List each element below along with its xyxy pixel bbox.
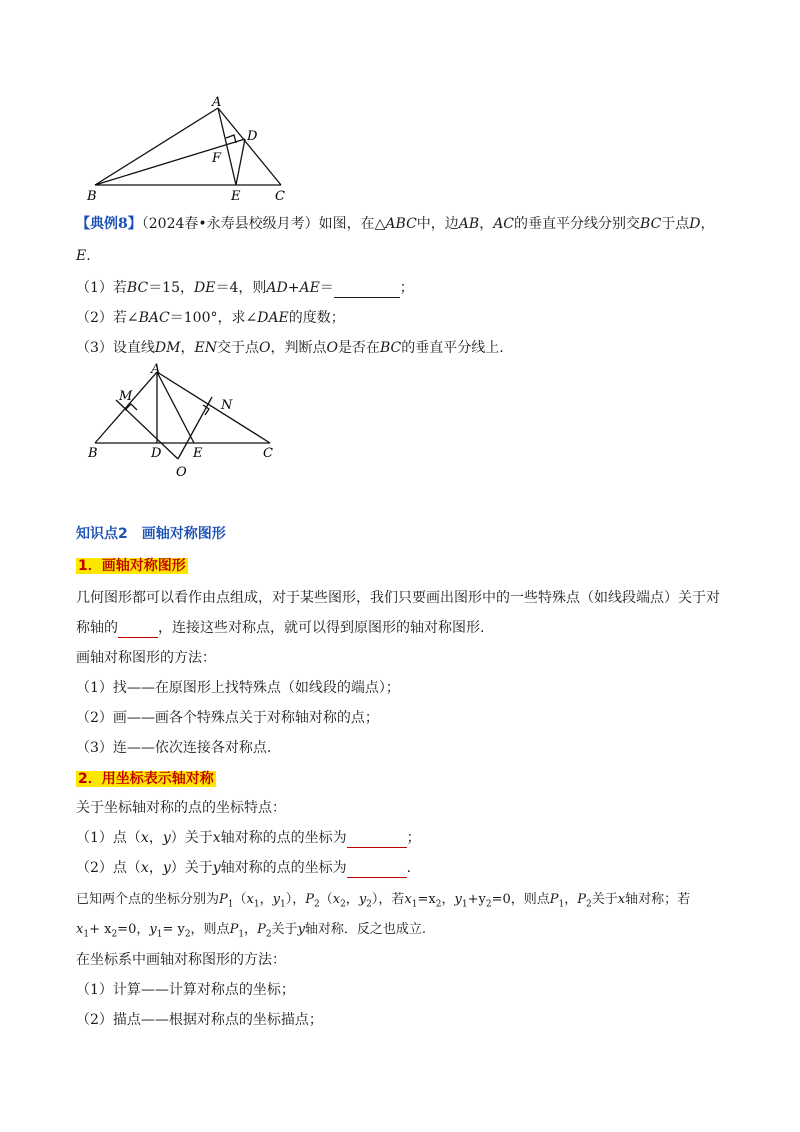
text-fragment: P (305, 892, 314, 907)
text-fragment: ， (259, 892, 273, 907)
text-fragment: 2 (313, 899, 320, 910)
fig2-label-C: C (263, 446, 273, 461)
text-fragment: . (86, 248, 91, 264)
text-fragment: ， (148, 860, 163, 876)
text-fragment: y (212, 860, 221, 876)
text-fragment: y (454, 892, 462, 907)
text-fragment: ， (479, 216, 494, 232)
text-fragment: BC (379, 340, 402, 356)
text-fragment: 1 (461, 899, 468, 910)
text-fragment: （ (233, 892, 247, 907)
text-fragment: ； (399, 280, 414, 296)
example-tag: 【典例8】 (76, 216, 142, 232)
text-fragment: 2 (111, 929, 118, 940)
text-fragment: 1 (411, 899, 418, 910)
text-fragment: P (257, 922, 266, 937)
text-fragment: 知识点2 画轴对称图形 (76, 526, 226, 542)
text-fragment: 2 (366, 899, 372, 910)
text-fragment: 画轴对称图形的方法： (76, 650, 216, 666)
text-fragment: ）， (285, 892, 306, 907)
text-fragment: P (549, 892, 559, 907)
text-fragment: P (229, 922, 239, 937)
text-fragment: x (404, 892, 412, 907)
fig1-label-E: E (231, 189, 241, 204)
text-fragment: 的垂直平分线分别交 (514, 216, 641, 232)
text-fragment: y (272, 892, 280, 907)
fig2-label-N: N (221, 398, 233, 413)
method-step-3 (76, 738, 271, 758)
fill-blank[interactable] (347, 861, 407, 878)
symmetry-condition-2 (76, 920, 426, 945)
text-fragment: 关于坐标轴对称的点的坐标特点： (76, 800, 286, 816)
question-3 (76, 338, 504, 358)
text-fragment: . (406, 860, 412, 876)
text-fragment: BC (126, 280, 149, 296)
text-fragment: 轴对称的点的坐标为 (220, 830, 347, 846)
subsection-2-title (76, 769, 216, 789)
text-fragment: ＝ (319, 280, 334, 296)
draw-step-1 (76, 980, 295, 1000)
text-fragment: 1 (227, 899, 234, 910)
text-fragment: ）关于 (170, 860, 213, 876)
text-fragment: BAC (138, 310, 170, 326)
text-fragment: 1 (253, 899, 260, 910)
answer-blank[interactable] (334, 281, 400, 298)
text-fragment: ）关于 (170, 830, 213, 846)
text-fragment: 2 (435, 899, 442, 910)
text-fragment: ，判断点 (270, 340, 327, 356)
text-fragment: 在坐标系中画轴对称图形的方法： (76, 952, 286, 968)
text-fragment: （1）若 (76, 280, 127, 296)
text-fragment: （2）描点——根据对称点的坐标描点； (76, 1012, 323, 1028)
text-fragment: DAE (257, 310, 289, 326)
fig2-label-A: A (151, 362, 161, 377)
text-fragment: （1）找——在原图形上找特殊点（如线段的端点）； (76, 680, 400, 696)
text-fragment: =0，则点 (491, 892, 550, 907)
text-fragment: 1 (83, 929, 90, 940)
text-fragment: 2 (265, 929, 272, 940)
text-fragment: E (76, 248, 87, 264)
example-8-intro (76, 214, 715, 234)
text-fragment: 2．用坐标表示轴对称 (78, 771, 214, 787)
text-fragment: x (246, 892, 254, 907)
text-fragment: （2024春•永寿县校级月考）如图，在△ (141, 216, 386, 232)
text-fragment: AB (458, 216, 480, 232)
text-fragment: EN (194, 340, 217, 356)
text-fragment: 2 (184, 929, 191, 940)
fig2-label-B: B (88, 446, 98, 461)
text-fragment: AD+AE (266, 280, 320, 296)
text-fragment: ， (180, 340, 195, 356)
question-1 (76, 278, 414, 298)
fig2-label-O: O (176, 465, 187, 480)
text-fragment: （2）若∠ (76, 310, 139, 326)
text-fragment: 的度数； (288, 310, 345, 326)
fill-blank[interactable] (347, 831, 407, 848)
text-fragment: 1 (279, 899, 286, 910)
text-fragment: ， (564, 892, 578, 907)
subsection-1-title (76, 556, 188, 576)
text-fragment: 交于点 (216, 340, 259, 356)
text-fragment: （2）点（ (76, 860, 141, 876)
text-fragment: y (149, 922, 157, 937)
text-fragment: + x (89, 922, 112, 937)
text-fragment: O (258, 340, 271, 356)
text-fragment: ， (148, 830, 163, 846)
fig1-label-A: A (212, 95, 222, 110)
text-fragment: BC (640, 216, 662, 232)
text-fragment: （1）点（ (76, 830, 141, 846)
text-fragment: O (326, 340, 338, 356)
text-fragment: y (358, 892, 367, 907)
text-fragment: ＝100°，求∠ (169, 310, 258, 326)
text-fragment: ， (244, 922, 258, 937)
text-fragment: = y (162, 922, 185, 937)
text-fragment: x (140, 830, 149, 846)
text-fragment: x (76, 922, 84, 937)
text-fragment: 称轴的 (76, 620, 118, 636)
symmetry-condition-1 (76, 890, 690, 915)
text-fragment: 1．画轴对称图形 (78, 558, 186, 574)
text-fragment: 于点 (661, 216, 690, 232)
text-fragment: =x (417, 892, 436, 907)
text-fragment: ＝4，则 (215, 280, 267, 296)
text-fragment: 1 (156, 929, 163, 940)
text-fragment: ），若 (371, 892, 405, 907)
text-fragment: 2 (585, 899, 592, 910)
text-fragment: y (162, 830, 171, 846)
text-fragment: 2 (340, 899, 346, 910)
paragraph-1 (76, 588, 720, 608)
text-fragment: （3）设直线 (76, 340, 155, 356)
figure-2-triangle (85, 360, 285, 485)
text-fragment: DE (194, 280, 216, 296)
draw-step-2 (76, 1010, 323, 1030)
text-fragment: （2）画——画各个特殊点关于对称轴对称的点； (76, 710, 379, 726)
text-fragment: AC (493, 216, 515, 232)
section-heading (76, 524, 226, 544)
text-fragment: x (212, 830, 221, 846)
text-fragment: 轴对称．反之也成立. (304, 922, 427, 937)
fig1-label-F: F (212, 151, 222, 166)
text-fragment: 轴对称的点的坐标为 (220, 860, 347, 876)
text-fragment: 中，边 (416, 216, 459, 232)
text-fragment: ABC (385, 216, 417, 232)
text-fragment: y (297, 922, 305, 937)
fig1-label-C: C (275, 189, 285, 204)
text-fragment: 1 (238, 929, 245, 940)
paragraph-1-cont (76, 618, 484, 638)
fig1-label-D: D (247, 129, 258, 144)
text-fragment: 1 (558, 899, 565, 910)
text-fragment: y (162, 860, 171, 876)
fill-blank[interactable] (118, 621, 158, 638)
draw-method-title (76, 950, 286, 970)
text-fragment: 关于 (271, 922, 298, 937)
text-fragment: +y (467, 892, 486, 907)
question-2 (76, 308, 345, 328)
text-fragment: DM (154, 340, 181, 356)
text-fragment: x (617, 892, 626, 907)
text-fragment: ； (406, 830, 421, 846)
fig1-label-B: B (87, 189, 97, 204)
method-step-2 (76, 708, 379, 728)
example-8-intro-cont (76, 246, 91, 266)
text-fragment: =0， (117, 922, 150, 937)
text-fragment: （3）连——依次连接各对称点. (76, 740, 272, 756)
text-fragment: 几何图形都可以看作由点组成，对于某些图形，我们只要画出图形中的一些特殊点（如线段端点）关于对 (76, 590, 720, 606)
text-fragment: 关于 (591, 892, 618, 907)
text-fragment: 轴对称；若 (625, 892, 691, 907)
text-fragment: ， (441, 892, 455, 907)
text-fragment: P (219, 892, 228, 907)
text-fragment: ， (345, 892, 359, 907)
text-fragment: 2 (485, 899, 492, 910)
fig2-label-D: D (151, 446, 162, 461)
text-fragment: ＝15， (148, 280, 195, 296)
method-title (76, 648, 216, 668)
fig2-label-E: E (193, 446, 203, 461)
coordinate-rule-2 (76, 858, 411, 878)
coordinate-intro (76, 798, 286, 818)
text-fragment: ， (700, 216, 715, 232)
text-fragment: 已知两个点的坐标分别为 (76, 892, 220, 907)
text-fragment: P (577, 892, 586, 907)
text-fragment: 的垂直平分线上. (401, 340, 504, 356)
fig2-label-M: M (119, 389, 133, 404)
method-step-1 (76, 678, 400, 698)
text-fragment: （ (319, 892, 333, 907)
text-fragment: D (689, 216, 701, 232)
text-fragment: 是否在 (337, 340, 380, 356)
figure-1-triangle (85, 90, 295, 205)
text-fragment: ，连接这些对称点，就可以得到原图形的轴对称图形. (158, 620, 485, 636)
coordinate-rule-1 (76, 828, 421, 848)
text-fragment: x (332, 892, 341, 907)
text-fragment: （1）计算——计算对称点的坐标； (76, 982, 295, 998)
text-fragment: x (140, 860, 149, 876)
text-fragment: ，则点 (190, 922, 230, 937)
